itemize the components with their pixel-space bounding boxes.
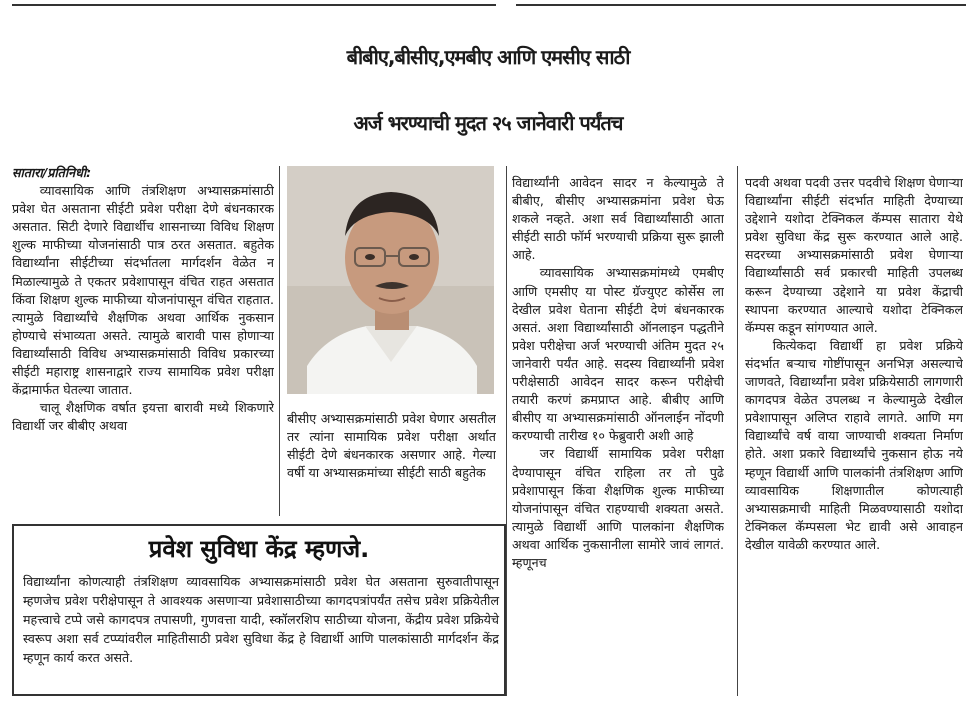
col3-paragraph-1: विद्यार्थ्यांनी आवेदन सादर न केल्यामुळे ते बीबीए, बीसीए अभ्यासक्रमांना प्रवेश घेऊ शकले नव्हते. अशा सर्व विद्यार्थ्यांसाठी आता सीईटी साठी फॉर्म भरण्याची प्रक्रिया सुरू झाली आहे. [512,175,724,263]
col4-paragraph-2: कित्येकदा विद्यार्थी हा प्रवेश प्रक्रिये संदर्भात बऱ्याच गोष्टींपासून अनभिज्ञ असल्याचे जाणवते, विद्यार्थ्यांना प्रवेश प्रक्रियेसाठी लागणारी कागदपत्र वेळेत उपलब्ध न केल्यामुळे देखील प्रवेशापासून अलिप्त राहावे लागते. आणि मग विद्यार्थ्यांचे वर्ष वाया जाण्याची शक्यता निर्माण होते. अशा प्रकारे विद्यार्थ्यांचे नुकसान होऊ नये म्हणून विद्यार्थी आणि पालकांनी तंत्रशिक्षण आणि व्यावसायिक शिक्षणातील कोणत्याही अभ्यासक्रमाची माहिती मिळवण्यासाठी यशोदा टेक्निकल कॅम्पसला भेट द्यावी असे आवाहन देखील यावेळी करण्यात आले. [745,337,963,552]
column-divider-1 [279,166,280,516]
article-column-1 [12,164,274,520]
headline-line-2: अर्ज भरण्याची मुदत २५ जानेवारी पर्यंतच [353,111,623,135]
col3-paragraph-3: जर विद्यार्थी सामायिक प्रवेश परीक्षा देण्यापासून वंचित राहिला तर तो पुढे प्रवेशापासून किंवा शैक्षणिक शुल्क माफीच्या योजनांपासून वंचित राहण्याची शक्यता असते. त्यामुळे विद्यार्थी आणि पालकांना शैक्षणिक अथवा आर्थिक नुकसानीला सामोरे जावं लागतं. म्हणूनच [512,446,724,570]
headline-line-1: बीबीए,बीसीए,एमबीए आणि एमसीए साठी [346,45,630,69]
column-divider-2 [506,166,507,696]
col2-paragraph-1: बीसीए अभ्यासक्रमांसाठी प्रवेश घेणार असतील तर त्यांना सामायिक प्रवेश परीक्षा अर्थात सीईटी देणे बंधनकारक असणार आहे. गेल्या वर्षी या अभ्यासक्रमांच्या सीईटी साठी बहुतेक [287,411,496,481]
dateline: सातारा/प्रतिनिधी: [12,165,92,180]
column-divider-3 [737,166,738,696]
article-column-3 [512,174,724,696]
article-column-4 [745,174,963,696]
info-box-paragraph: विद्यार्थ्यांना कोणत्याही तंत्रशिक्षण व्यावसायिक अभ्यासक्रमांसाठी प्रवेश घेत असताना सुरुवातीपासून म्हणजेच प्रवेश परीक्षेपासून ते आवश्यक असणाऱ्या प्रवेशासाठीच्या कागदपत्रांपर्यंत तसेच प्रवेश प्रक्रियेतील महत्त्वाचे टप्पे जसे कागदपत्र तपासणी, गुणवत्ता यादी, स्कॉलरशिप साठीच्या योजना, केंद्रीय प्रवेश प्रक्रियेचे स्वरूप अशा सर्व टप्प्यांवरील माहितीसाठी प्रवेश सुविधा केंद्र हे विद्यार्थी आणि पालकांसाठी मार्गदर्शन केंद्र म्हणून कार्य करत असते. [23,574,499,665]
col4-paragraph-1: पदवी अथवा पदवी उत्तर पदवीचे शिक्षण घेणाऱ्या विद्यार्थ्यांना सीईटी संदर्भात माहिती देण्याच्या उद्देशाने यशोदा टेक्निकल कॅम्पस सातारा येथे प्रवेश सुविधा केंद्र सुरू करण्यात आले आहे. सदरच्या अभ्यासक्रमांसाठी प्रवेश घेणाऱ्या विद्यार्थ्यांसाठी सर्व प्रकारची माहिती उपलब्ध करून देण्याच्या उद्देशाने या प्रवेश केंद्राची स्थापना करण्यात आल्याचे यशोदा टेक्निकल कॅम्पस कडून सांगण्यात आले. [745,175,963,335]
portrait-photo [287,166,494,394]
person-portrait-icon [287,166,494,394]
info-box [12,524,506,696]
info-box-title: प्रवेश सुविधा केंद्र म्हणजे. [148,535,370,563]
col3-paragraph-2: व्यावसायिक अभ्यासक्रमांमध्ये एमबीए आणि एमसीए या पोस्ट ग्रॅज्युएट कोर्सेस ला देखील प्रवेश घेताना सीईटी देणं बंधनकारक असतं. अशा विद्यार्थ्यांसाठी ऑनलाइन पद्धतीने प्रवेश परीक्षेचा अर्ज भरण्याची अंतिम मुदत २५ जानेवारी पर्यंत आहे. सदस्य विद्यार्थ्यांनी प्रवेश परीक्षेसाठी आवेदन सादर करून परीक्षेची तयारी करणं क्रमप्राप्त आहे. बीबीए आणि बीसीए या अभ्यासक्रमांसाठी ऑनलाईन नोंदणी करण्याची तारीख १० फेब्रुवारी अशी आहे [512,265,724,444]
article-column-2 [287,410,496,520]
col1-paragraph-1: व्यावसायिक आणि तंत्रशिक्षण अभ्यासक्रमांसाठी प्रवेश घेत असताना सीईटी प्रवेश परीक्षा देणे बंधनकारक असतात. सिटी देणारे विद्यार्थीच शासनाच्या विविध शिक्षण शुल्क माफीच्या योजनांसाठी पात्र ठरत असतात. बहुतेक विद्यार्थ्यांना सीईटीच्या संदर्भातला मार्गदर्शन वेळेत न मिळाल्यामुळे ते एकतर प्रवेशापासून वंचित राहत असतात किंवा शिक्षण शुल्क माफीच्या योजनांपासून वंचित राहतात. त्यामुळे विद्यार्थ्यांचे शैक्षणिक अथवा आर्थिक नुकसान होण्याचे संभाव्यता असते. त्यामुळे बारावी पास होणाऱ्या विद्यार्थ्यांसाठी विविध अभ्यासक्रमांसाठी विविध प्रकारच्या सीईटी महाराष्ट्र शासनाद्वारे राज्य सामायिक प्रवेश परीक्षा केंद्रामार्फत घेतल्या जातात. [12,183,274,398]
col1-paragraph-2: चालू शैक्षणिक वर्षात इयत्ता बारावी मध्ये शिकणारे विद्यार्थी जर बीबीए अथवा [12,400,274,434]
info-box-text [23,572,499,667]
top-rule-right [516,4,966,6]
top-rule-left [12,4,496,6]
